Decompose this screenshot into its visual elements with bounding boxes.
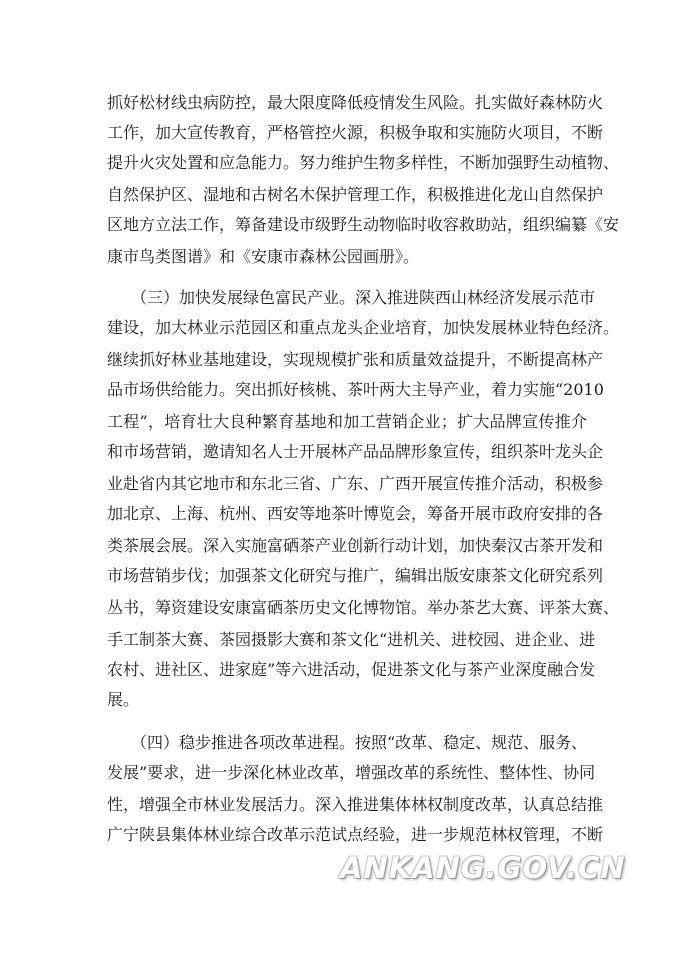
text-line: 抓好松材线虫病防控，最大限度降低疫情发生风险。扎实做好森林防火 (107, 93, 604, 112)
text-line: 展。 (107, 690, 140, 709)
text-line: 和市场营销，邀请知名人士开展林产品品牌形象宣传，组织茶叶龙头企 (107, 442, 604, 461)
text-line: 业赴省内其它地市和东北三省、广东、广西开展宣传推介活动，积极参 (107, 474, 604, 493)
text-line: 加北京、上海、杭州、西安等地茶叶博览会，筹备开展市政府安排的各 (107, 504, 604, 523)
text-line: 农村、进社区、进家庭”等六进活动，促进茶文化与茶产业深度融合发 (107, 660, 596, 679)
text-line: 市场营销步伐；加强茶文化研究与推广，编辑出版安康茶文化研究系列 (107, 566, 604, 585)
text-line: （三）加快发展绿色富民产业。深入推进陕西山林经济发展示范市 (131, 288, 596, 307)
text-line: 广宁陕县集体林业综合改革示范试点经验，进一步规范林权管理，不断 (107, 825, 604, 844)
text-line: 工程”，培育壮大良种繁育基地和加工营销企业；扩大品牌宣传推介 (107, 412, 587, 431)
text-line: 类茶展会展。深入实施富硒茶产业创新行动计划，加快秦汉古茶开发和 (107, 536, 604, 555)
site-watermark: ANKANG.GOV.CN (340, 851, 626, 885)
text-line: 康市鸟类图谱》和《安康市森林公园画册》。 (107, 247, 420, 266)
text-line: 丛书，筹资建设安康富硒茶历史文化博物馆。举办茶艺大赛、评茶大赛、 (107, 598, 620, 617)
text-line: 性，增强全市林业发展活力。深入推进集体林权制度改革，认真总结推 (107, 795, 604, 814)
text-line: （四）稳步推进各项改革进程。按照“改革、稳定、规范、服务、 (131, 733, 588, 752)
text-line: 发展”要求，进一步深化林业改革，增强改革的系统性、整体性、协同 (107, 763, 596, 782)
text-line: 工作，加大宣传教育，严格管控火源，积极争取和实施防火项目，不断 (107, 123, 604, 142)
text-line: 继续抓好林业基地建设，实现规模扩张和质量效益提升，不断提高林产 (107, 350, 604, 369)
text-line: 提升火灾处置和应急能力。努力维护生物多样性，不断加强野生动植物、 (107, 153, 620, 172)
text-line: 品市场供给能力。突出抓好核桃、茶叶两大主导产业，着力实施“2010 (107, 380, 604, 399)
text-line: 建设，加大林业示范园区和重点龙头企业培育，加快发展林业特色经济。 (107, 318, 620, 337)
text-line: 区地方立法工作，筹备建设市级野生动物临时收容救助站，组织编纂《安 (107, 215, 620, 234)
text-line: 自然保护区、湿地和古树名木保护管理工作，积极推进化龙山自然保护 (107, 185, 604, 204)
text-line: 手工制茶大赛、茶园摄影大赛和茶文化“进机关、进校园、进企业、进 (107, 630, 596, 649)
